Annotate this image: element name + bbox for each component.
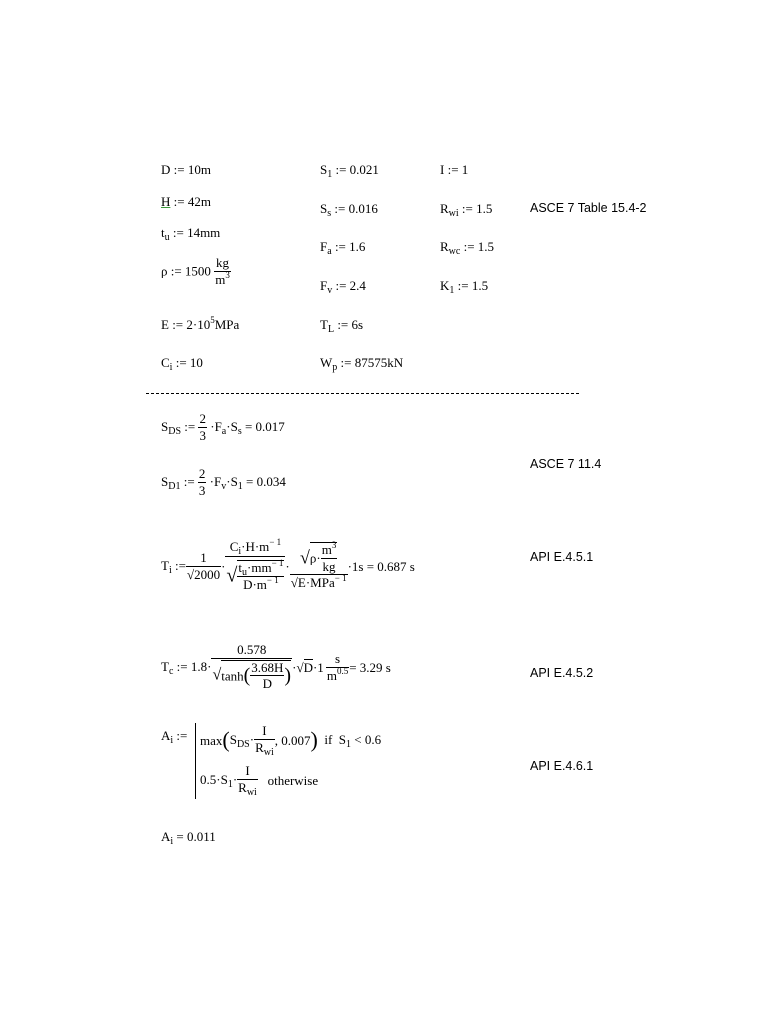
eq-sds: $S_{DS}$ := $\frac{2}{3}$ $\cdot F_a\cdot S_s = 0.017$ bbox=[161, 411, 285, 443]
piecewise-bracket bbox=[195, 723, 198, 799]
section-divider bbox=[146, 393, 579, 394]
def-wp: $W_p$ := 87575kN bbox=[320, 355, 404, 373]
note-api-e461: API E.4.6.1 bbox=[530, 759, 594, 773]
def-d: D := 10m bbox=[161, 162, 211, 177]
def-h: H := 42m bbox=[161, 194, 211, 209]
eq-ai-case1: max ( $S_{DS}\cdot$ $\frac{I}{R_{wi}}$ , 0.007 ) if $S_1 < 0.6$ bbox=[200, 723, 382, 759]
eq-ai-lhs: $A_i$ := bbox=[161, 728, 188, 746]
def-k1: $K_1$ := 1.5 bbox=[440, 278, 489, 296]
def-ss: $S_s$ := 0.016 bbox=[320, 201, 378, 219]
def-rwi: $R_{wi}$ := 1.5 bbox=[440, 201, 493, 219]
def-e: E := $2\cdot 10^5MPa$ bbox=[161, 315, 240, 332]
note-api-e452: API E.4.5.2 bbox=[530, 666, 594, 680]
eq-sd1: $S_{D1}$ := $\frac{2}{3}$ $\cdot F_v\cdot S_1 = 0.034$ bbox=[161, 466, 286, 498]
def-i: I := 1 bbox=[440, 162, 469, 177]
def-tu: $t_u$ := 14mm bbox=[161, 225, 221, 243]
def-rho: ρ := 1500 $\frac{kg}{m^3}$ bbox=[161, 255, 230, 287]
note-asce-table: ASCE 7 Table 15.4-2 bbox=[530, 201, 647, 215]
def-fv: $F_v$ := 2.4 bbox=[320, 278, 366, 296]
def-s1: $S_1$ := 0.021 bbox=[320, 162, 379, 180]
eq-ai-case2: $0.5\cdot S_1\cdot$ $\frac{I}{R_{wi}}$ otherwise bbox=[200, 763, 319, 799]
def-ci: $C_i$ := 10 bbox=[161, 355, 203, 373]
note-api-e451: API E.4.5.1 bbox=[530, 550, 594, 564]
eq-ti: $T_i$ := $\frac{1}{√2000}$ · $C_i\cdot H\cdot m^{- 1}$ √ $\frac{t_u\cdot mm^{- 1}}{D\cdot m^{- 1}}$ · √ρ· $\frac{m^3}{kg}$ √E·MPa$^{- 1}$ ·1s = 0.687 s bbox=[161, 537, 415, 593]
def-tl: $T_L$ := 6s bbox=[320, 317, 364, 335]
eq-tc: $T_c$ := 1.8· 0.578 √tanh( $\frac{3.68H}{D}$ ) · √D ·1 $\frac{s}{m^{0.5}}$ = 3.29 s bbox=[161, 642, 391, 692]
eq-ai-result: $A_i = 0.011$ bbox=[161, 829, 216, 847]
def-fa: $F_a$ := 1.6 bbox=[320, 239, 366, 257]
def-rwc: $R_{wc}$ := 1.5 bbox=[440, 239, 495, 257]
note-asce-11-4: ASCE 7 11.4 bbox=[530, 457, 602, 471]
